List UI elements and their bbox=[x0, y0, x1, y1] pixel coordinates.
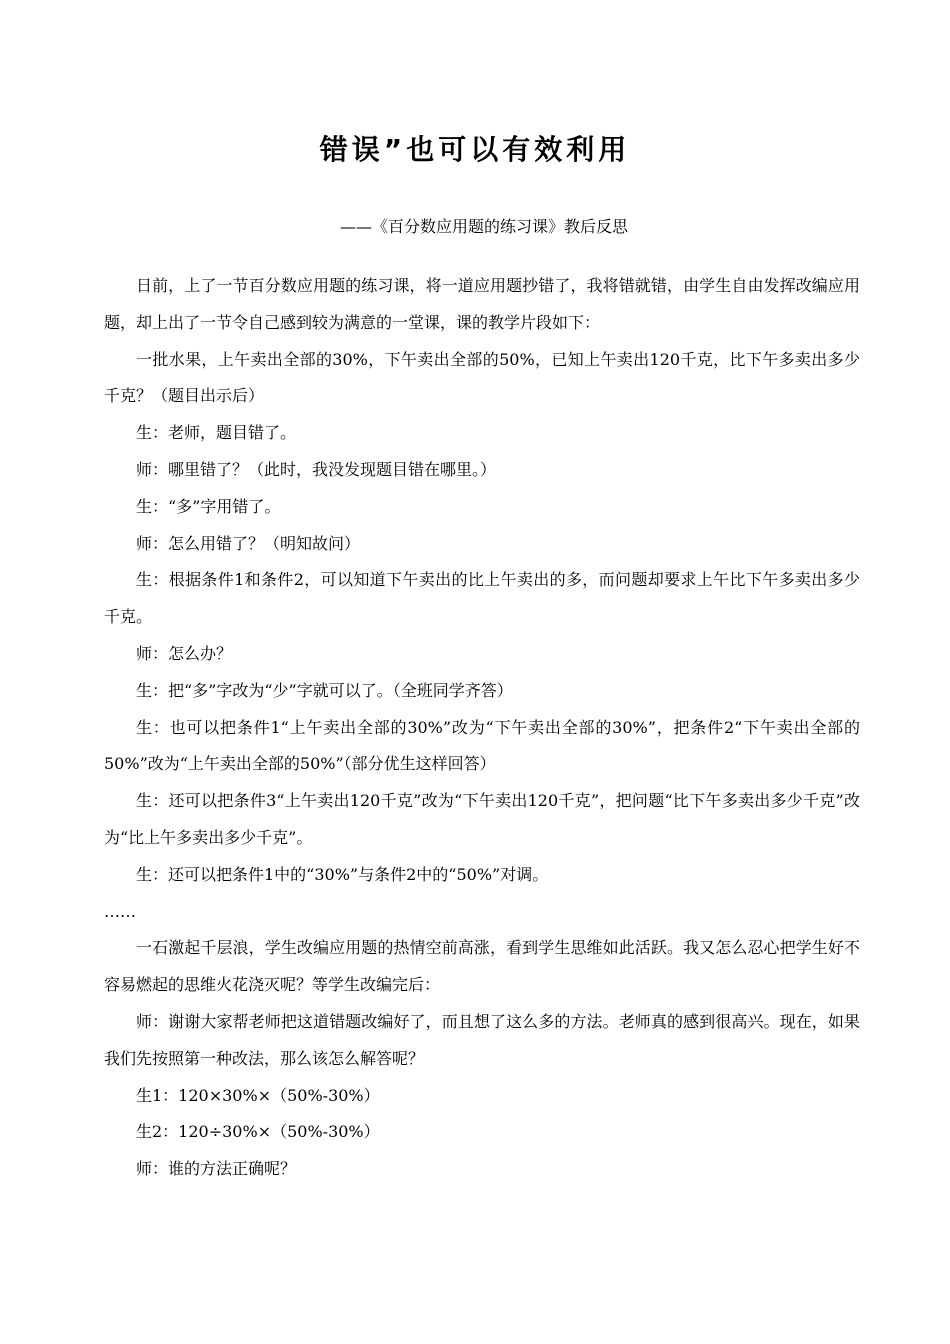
paragraph: 生：“多”字用错了。 bbox=[136, 496, 281, 516]
paragraph: 生：把“多”字改为“少”字就可以了。（全班同学齐答） bbox=[136, 680, 513, 700]
paragraph: 一石激起千层浪，学生改编应用题的热情空前高涨，看到学生思维如此活跃。我又怎么忍心把学生好不容易燃起的思维火花浇灭呢？等学生改编完后： bbox=[104, 938, 860, 995]
document-body bbox=[104, 268, 860, 1188]
paragraph: 一批水果，上午卖出全部的30%，下午卖出全部的50%，已知上午卖出120千克，比下午多卖出多少千克？（题目出示后） bbox=[104, 349, 860, 406]
paragraph: 生：还可以把条件3“上午卖出120千克”改为“下午卖出120千克”，把问题“比下午多卖出多少千克”改为“比上午多卖出多少千克”。 bbox=[104, 791, 860, 847]
paragraph: 生：老师，题目错了。 bbox=[136, 423, 297, 443]
document-title: 错误”也可以有效利用 bbox=[319, 133, 631, 166]
paragraph: 日前，上了一节百分数应用题的练习课，将一道应用题抄错了，我将错就错，由学生自由发挥改编应用题，却上出了一节令自己感到较为满意的一堂课，课的教学片段如下： bbox=[104, 276, 860, 332]
paragraph: 生：也可以把条件1“上午卖出全部的30%”改为“下午卖出全部的30%”，把条件2“下午卖出全部的50%”改为“上午卖出全部的50%”（部分优生这样回答） bbox=[104, 717, 860, 774]
paragraph: 师：谁的方法正确呢？ bbox=[136, 1159, 297, 1179]
paragraph: 师：怎么办？ bbox=[136, 643, 233, 663]
paragraph: 生：还可以把条件1中的“30%”与条件2中的“50%”对调。 bbox=[136, 864, 549, 884]
ellipsis-line: …… bbox=[104, 901, 136, 921]
paragraph: 生2：120÷30%×（50%-30%） bbox=[136, 1122, 380, 1142]
paragraph: 师：怎么用错了？（明知故问） bbox=[136, 533, 361, 553]
paragraph: 师：哪里错了？（此时，我没发现题目错在哪里。） bbox=[136, 459, 497, 479]
paragraph: 生1：120×30%×（50%-30%） bbox=[136, 1085, 380, 1105]
document-subtitle: ——《百分数应用题的练习课》教后反思 bbox=[340, 217, 629, 236]
paragraph: 师：谢谢大家帮老师把这道错题改编好了，而且想了这么多的方法。老师真的感到很高兴。现在，如果我们先按照第一种改法，那么该怎么解答呢？ bbox=[104, 1011, 860, 1068]
paragraph: 生：根据条件1和条件2，可以知道下午卖出的比上午卖出的多，而问题却要求上午比下午多卖出多少千克。 bbox=[104, 570, 860, 627]
